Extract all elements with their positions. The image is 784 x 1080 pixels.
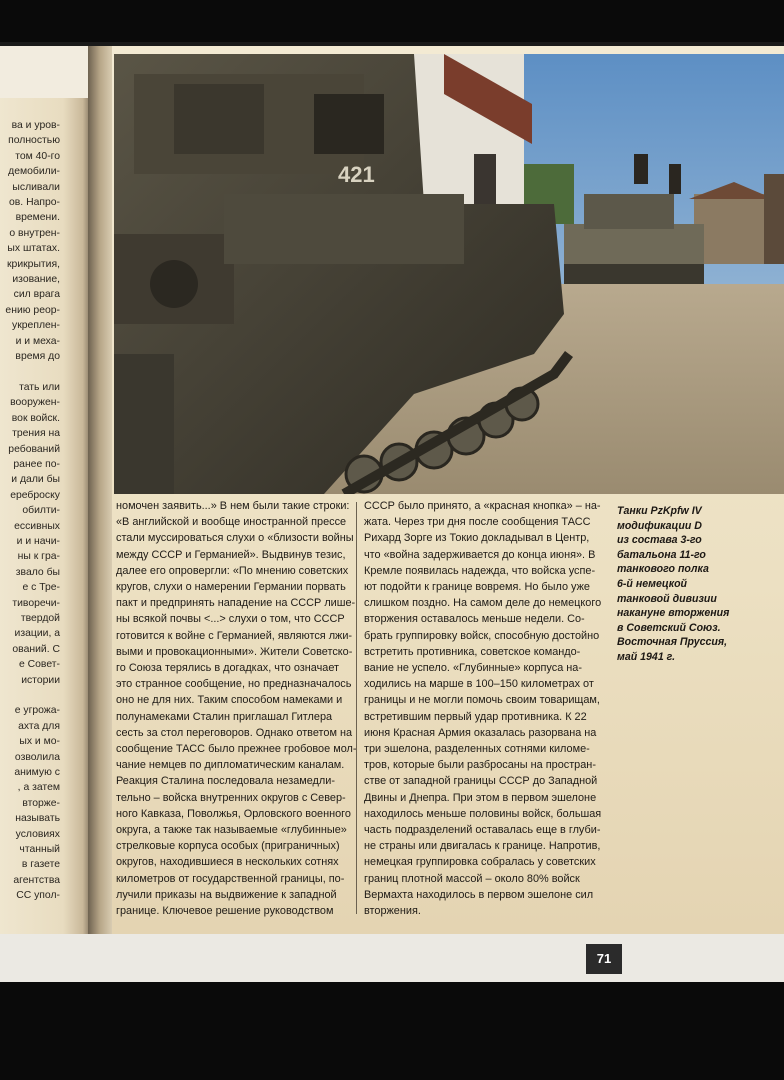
page-number: 71 [586,944,622,974]
left-page-text-line [0,365,60,380]
left-page-text-line: твердой [20,612,60,624]
left-page-text-line: и и начи- [16,535,60,547]
text-line: чание немцев по дипломатическим каналам. [116,759,345,772]
text-line: границы и не могли помочь своим товарищам, [364,694,600,707]
left-page-text-line: ранее по- [13,458,60,470]
text-line: пакт и предпринять нападение на СССР лише- [116,597,356,610]
left-page-text-line: крикрытия, [7,258,60,270]
left-page-text-line: ысливали [12,181,60,193]
left-page-text-line: времени. [15,212,60,224]
text-line: лучили приказы на выдвижение к западной [116,888,337,901]
left-page-text-line: укреплен- [12,320,60,332]
left-page-text-line: том 40-го [15,150,60,162]
left-page-text-line: е с Тре- [22,582,60,594]
text-line: стве от западной границы СССР до Западной [364,775,598,788]
text-line: это странное сообщение, но предназначалось [116,678,352,691]
text-line: тельно – войска внутренних округов с Север- [116,791,346,804]
text-line: округа, а также так называемые «глубинные» [116,824,347,837]
left-page-text-line: и дали бы [11,474,60,486]
caption-line: накануне вторжения [617,607,730,620]
text-line: июня Красная Армия оказалась разорвана на [364,726,597,739]
left-page-text-line: условиях [15,828,60,840]
left-page [0,46,90,976]
text-line: вторжения оставалось меньше недели. Со- [364,613,585,626]
left-page-text-line: тиворечи- [12,597,60,609]
left-page-text-fragments [0,118,60,904]
text-line: ходились на марше в 100–150 километрах от [364,678,594,691]
left-page-text-line: ых и мо- [19,736,60,748]
page-footer [0,934,784,982]
text-line: жата. Через три дня после сообщения ТАСС [364,516,591,529]
caption-line: Танки PzKpfw IV [617,505,702,517]
text-line: часть подразделений оставалась еще в глуби- [364,824,601,837]
text-line: выми и провокационными». Жители Советско- [116,645,353,658]
left-page-text-line: полностью [8,135,60,147]
left-page-text-line: звало бы [15,566,60,578]
text-line: готовится к войне с Германией, являются лжи- [116,629,353,642]
left-page-text-line: изации, а [14,628,60,640]
left-page-text-line: о внутрен- [9,227,60,239]
left-page-text-line: ребований [8,443,60,455]
left-page-text-line: истории [21,674,60,686]
caption-line: танковой дивизии [617,592,717,605]
article-column-1 [116,498,357,919]
caption-line: из состава 3-го [617,534,702,547]
text-line: находилось меньше половины войск, большая [364,807,602,820]
left-page-text-line: СС упол- [16,890,60,902]
text-line: вторжения. [364,905,421,918]
text-line: границ плотной массой – около 80% войск [364,872,580,885]
left-page-text-line: в газете [21,859,60,871]
left-page-text-line: вторже- [22,797,60,809]
text-line: ного Кавказа, Поволжья, Орловского военного [116,807,351,820]
text-line: кругов, слухи о намерении Германии порвать [116,581,346,594]
text-line: Кремле появилась надежда, что войска успе- [364,564,596,577]
left-page-text-line: ахта для [18,720,60,732]
text-line: «В английской и вообще иностранной прессе [116,516,347,529]
left-page-top-margin [0,46,90,98]
book-spread [0,42,784,982]
text-line: тров, которые были разбросаны на простран- [364,759,596,772]
left-page-text-line: ению реор- [5,304,60,316]
left-page-text-line: сил врага [13,289,60,301]
left-page-text-line: изование, [12,274,60,286]
left-page-text-line [0,688,60,703]
text-line: Рихард Зорге из Токио докладывал в Центр, [364,532,590,545]
text-line: стрелковые корпуса особых (приграничных) [116,840,340,853]
tank-photo [114,54,784,494]
text-line: что «война задерживается до конца июня». В [364,548,596,561]
text-line: округов, находившиеся в нескольких сотнях [116,856,339,869]
text-line: ны всякой почвы <...> слухи о том, что СССР [116,613,345,626]
left-page-text-line: тать или [19,381,60,393]
left-page-text-line: называть [15,813,60,825]
left-page-text-line: демобили- [8,166,60,178]
left-page-text-line: , а затем [17,782,60,794]
left-page-text-line: время до [15,351,60,363]
left-page-text-line: чтанный [19,844,60,856]
caption-line: Восточная Пруссия, [617,636,728,649]
left-page-text-line: озволила [14,751,60,763]
left-page-text-line: ны к гра- [17,551,60,563]
text-line: Двины и Днепра. При этом в первом эшелоне [364,791,597,804]
tank-number-marking: 421 [338,162,375,187]
text-line: оно не для них. Таким способом намеками и [116,694,343,707]
left-page-text-line: вок войск. [11,412,60,424]
left-page-text-line: е угрожа- [14,705,60,717]
left-page-text-line: ов. Напро- [9,197,60,209]
text-line: сообщение ТАСС было прежнее гробовое мол- [116,743,357,756]
caption-line: танкового полка [617,563,709,576]
column-divider [356,502,357,914]
text-line: вание не успело. «Глубинные» корпуса на- [364,662,582,675]
text-line: номочен заявить...» В нем были такие строки: [116,500,350,512]
left-page-text-line: ереброску [10,489,60,501]
tank-photo-illustration [114,54,784,494]
caption-line: 6-й немецкой [617,577,688,590]
text-line: встретившим первый удар противника. К 22 [364,710,587,723]
right-page [112,46,784,934]
text-line: полунамеками Сталин приглашал Гитлера [116,710,333,723]
text-line: СССР было принято, а «красная кнопка» – на- [364,500,601,512]
photo-caption [617,504,777,665]
text-line: три эшелона, разделенных сотнями киломе- [364,743,590,756]
text-line: встретить противника, советское командо- [364,645,581,658]
text-line: далее его опровергли: «По мнению советских [116,564,349,577]
left-page-text-line: обилти- [22,505,60,517]
text-line: сесть за стол переговоров. Однако ответом на [116,726,353,739]
left-page-text-line: ований. С [12,643,60,655]
text-line: немецкая группировка собралась у советских [364,856,596,869]
article-column-2 [364,498,600,919]
left-page-text-line: анимую с [14,767,60,779]
text-line: слишком поздно. На самом деле до немецкого [364,597,602,610]
text-line: Вермахта находилось в первом эшелоне сил [364,888,594,901]
left-page-text-line: агентства [13,874,60,886]
left-page-text-line: трения на [12,428,60,440]
left-page-text-line: ессивных [14,520,60,532]
left-page-text-line: е Совет- [18,659,60,671]
text-line: брать группировку войск, способную достойно [364,629,600,642]
left-page-text-line: и и меха- [15,335,60,347]
caption-line: батальона 11-го [617,548,706,561]
left-page-text-line: ва и уров- [11,120,60,131]
text-line: го Союза терялись в догадках, что означает [116,662,340,675]
left-page-text-line: ых штатах. [7,243,60,255]
caption-line: май 1941 г. [617,650,676,663]
text-line: границе. Ключевое решение руководством [116,905,334,918]
caption-line: модификации D [617,519,702,532]
text-line: не страны или двигалась к границе. Напротив, [364,840,601,853]
caption-line: в Советский Союз. [617,621,721,634]
text-line: километров от государственной границы, по- [116,872,345,885]
text-line: между СССР и Германией». Выдвинув тезис, [116,548,346,561]
left-page-text-line: вооружен- [10,397,60,409]
text-line: Реакция Сталина последовала незамедли- [116,775,335,788]
text-line: ют подойти к границе вовремя. Но было уже [364,581,590,594]
text-line: стали муссироваться слухи о «близости войны [116,532,354,545]
